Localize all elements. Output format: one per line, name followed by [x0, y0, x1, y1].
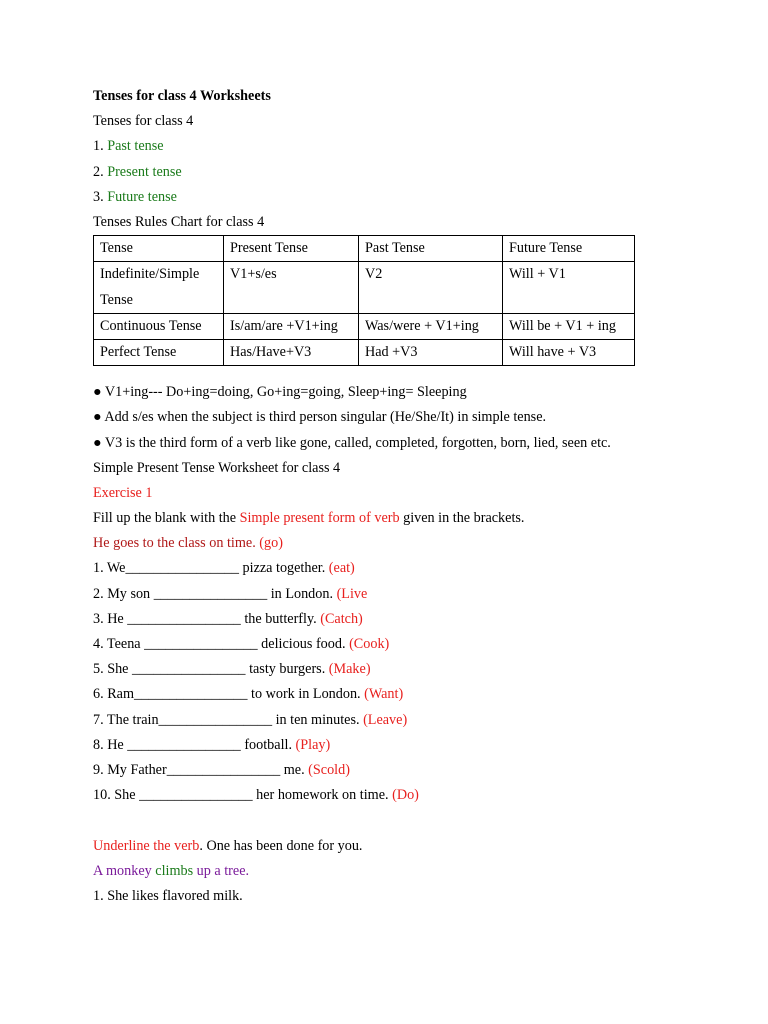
worksheet-title: Simple Present Tense Worksheet for class 4	[93, 459, 341, 476]
underline-instruction	[93, 834, 693, 859]
tense-list-item	[93, 134, 693, 159]
question-text: 9. My Father________________ me.	[93, 761, 305, 778]
question-item	[93, 657, 693, 682]
section-spacer	[93, 808, 693, 833]
table-cell: Was/were + V1+ing	[359, 313, 503, 339]
question-text: 7. The train________________ in ten minutes.	[93, 711, 360, 728]
rule-bullet: ● V1+ing--- Do+ing=doing, Go+ing=going, Sleep+ing= Sleeping	[93, 384, 467, 401]
question-text: 8. He ________________ football.	[93, 736, 292, 753]
exercise-label: Exercise 1	[93, 484, 153, 501]
question-item	[93, 607, 693, 632]
table-cell: Had +V3	[359, 339, 503, 365]
question-text: 6. Ram________________ to work in London.	[93, 686, 361, 703]
question-text: 10. She ________________ her homework on time.	[93, 787, 389, 804]
table-cell: V2	[359, 262, 503, 313]
question-hint: (Leave)	[363, 711, 408, 728]
tense-list-item	[93, 160, 693, 185]
table-cell: Will + V1	[503, 262, 635, 313]
subtitle: Tenses for class 4	[93, 113, 194, 130]
worksheet-page	[93, 84, 693, 909]
table-row	[94, 339, 635, 365]
question-item	[93, 682, 693, 707]
table-cell: Perfect Tense	[94, 339, 224, 365]
question-hint: (Make)	[328, 661, 371, 678]
tense-list-number: 3.	[93, 188, 104, 205]
question-item	[93, 632, 693, 657]
question-hint: (Catch)	[320, 610, 363, 627]
tense-list-link[interactable]: Future tense	[107, 188, 177, 205]
question-item	[93, 556, 693, 581]
table-cell: V1+s/es	[224, 262, 359, 313]
question-item	[93, 733, 693, 758]
tense-list-item	[93, 185, 693, 210]
underline-example-verb: climbs	[155, 862, 194, 879]
question-item	[93, 758, 693, 783]
underline-rest: . One has been done for you.	[199, 837, 363, 854]
question-text: 1. We________________ pizza together.	[93, 560, 326, 577]
underline-example	[93, 859, 693, 884]
underline-highlight: Underline the verb	[93, 837, 200, 854]
question-hint: (Play)	[295, 736, 331, 753]
instruction-highlight: Simple present form of verb	[239, 510, 400, 527]
example-rest: to the class on time.	[142, 535, 256, 552]
question-hint: (eat)	[328, 560, 355, 577]
example-sentence	[93, 531, 693, 556]
question-item	[93, 783, 693, 808]
tense-list-link[interactable]: Past tense	[107, 138, 164, 155]
question-text: 3. He ________________ the butterfly.	[93, 610, 317, 627]
table-cell: Will have + V3	[503, 339, 635, 365]
underline-example-subject: A monkey	[93, 862, 152, 879]
question-item	[93, 582, 693, 607]
question-text: 2. My son ________________ in London.	[93, 585, 334, 602]
table-row	[94, 313, 635, 339]
tense-list-link[interactable]: Present tense	[107, 163, 182, 180]
question-text: 5. She ________________ tasty burgers.	[93, 661, 326, 678]
table-header-cell: Past Tense	[359, 236, 503, 262]
instruction-text: given in the brackets.	[399, 510, 525, 527]
question-hint: (Cook)	[349, 636, 390, 653]
question-hint: (Live	[336, 585, 368, 602]
table-cell: Has/Have+V3	[224, 339, 359, 365]
table-header-cell: Present Tense	[224, 236, 359, 262]
example-subject: He	[93, 535, 110, 552]
tense-rules-table	[93, 235, 635, 366]
chart-title: Tenses Rules Chart for class 4	[93, 213, 265, 230]
table-cell: Continuous Tense	[94, 313, 224, 339]
rule-bullet: ● Add s/es when the subject is third person singular (He/She/It) in simple tense.	[93, 409, 547, 426]
question-hint: (Want)	[364, 686, 404, 703]
table-cell	[94, 262, 224, 313]
underline-question: 1. She likes flavored milk.	[93, 887, 243, 904]
table-cell: Is/am/are +V1+ing	[224, 313, 359, 339]
question-item	[93, 708, 693, 733]
table-header-cell: Tense	[94, 236, 224, 262]
page-title: Tenses for class 4 Worksheets	[93, 88, 271, 104]
question-hint: (Do)	[392, 787, 419, 804]
instruction-text: Fill up the blank with the	[93, 510, 240, 527]
question-text: 4. Teena ________________ delicious food.	[93, 636, 346, 653]
exercise-instruction	[93, 506, 693, 531]
table-header-cell: Future Tense	[503, 236, 635, 262]
tense-list-number: 1.	[93, 138, 104, 155]
table-header-row	[94, 236, 635, 262]
table-cell-line: Indefinite/Simple	[100, 266, 200, 283]
tense-list-number: 2.	[93, 163, 104, 180]
example-verb: goes	[113, 535, 140, 552]
rule-bullet: ● V3 is the third form of a verb like gone, called, completed, forgotten, born, lied, seen etc.	[93, 434, 611, 451]
table-cell-line: Tense	[100, 291, 133, 308]
example-hint: (go)	[259, 535, 283, 552]
question-hint: (Scold)	[308, 761, 350, 778]
table-cell: Will be + V1 + ing	[503, 313, 635, 339]
underline-example-rest: up a tree.	[196, 862, 250, 879]
table-row	[94, 262, 635, 313]
